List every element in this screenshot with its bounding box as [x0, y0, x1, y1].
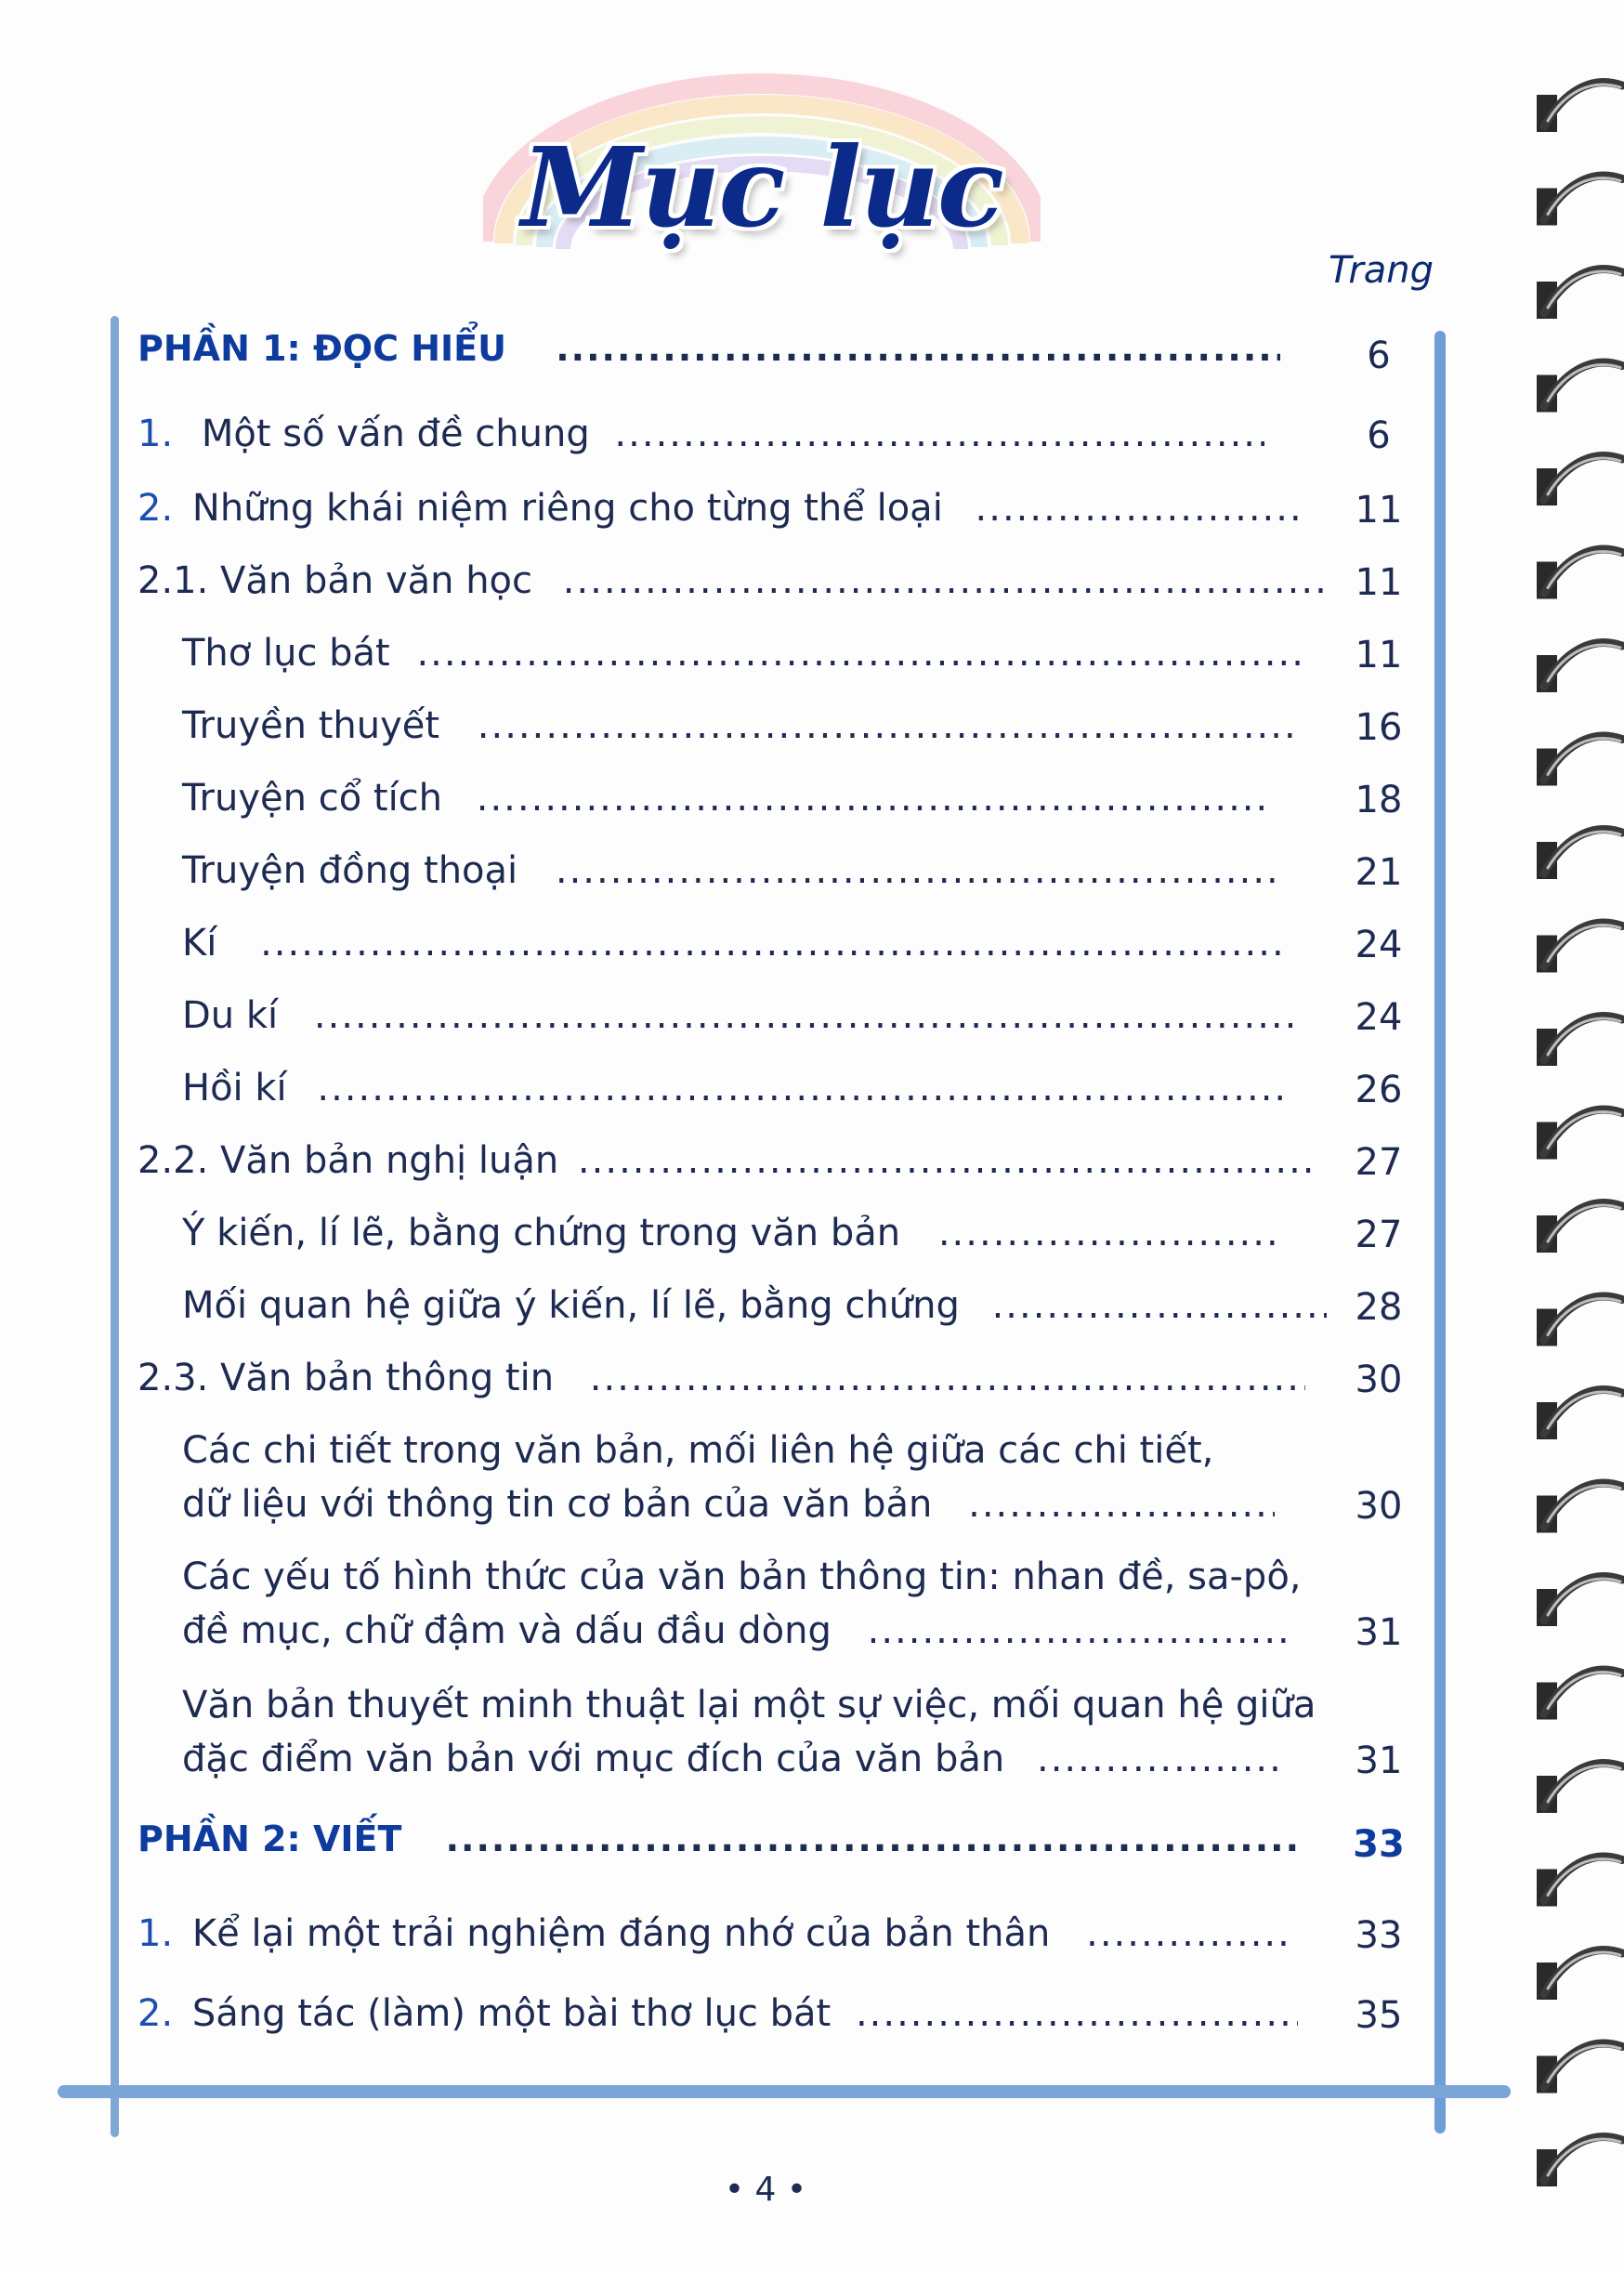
spiral-ring — [1537, 1109, 1622, 1159]
toc-entry[interactable] — [182, 1206, 1275, 1260]
spiral-ring — [1537, 643, 1622, 692]
toc-entry-line1: Văn bản thuyết minh thuật lại một sự việc, mối quan hệ giữa — [182, 1684, 1316, 1726]
leader-dots — [590, 1351, 1305, 1405]
page-title: Mục lục — [521, 123, 1002, 252]
toc-entry[interactable] — [182, 771, 1268, 825]
toc-page-number: 35 — [1355, 1994, 1403, 2037]
spiral-ring — [1537, 2137, 1622, 2186]
toc-page-number: 6 — [1367, 414, 1391, 457]
toc-label: đề mục, chữ đậm và dấu đầu dòng — [182, 1609, 832, 1652]
leader-dots — [968, 1477, 1275, 1531]
toc-label: Kí — [182, 922, 217, 965]
leader-dots — [614, 407, 1264, 461]
toc-page-number: 21 — [1355, 851, 1403, 894]
leader-dots — [314, 989, 1293, 1043]
toc-page-number: 26 — [1355, 1069, 1403, 1111]
spiral-ring — [1537, 1670, 1622, 1719]
spiral-ring — [1537, 2043, 1622, 2093]
leader-dots — [556, 844, 1277, 898]
toc-label: Truyện đồng thoại — [182, 849, 518, 892]
page-column-label: Trang — [1329, 249, 1434, 292]
toc-entry[interactable] — [182, 1604, 1286, 1658]
toc-entry-number: 2. — [138, 487, 174, 530]
toc-label: PHẦN 1: ĐỌC HIỂU — [138, 328, 506, 369]
spiral-ring — [1537, 736, 1622, 785]
toc-entry[interactable] — [182, 1061, 1287, 1115]
toc-entry[interactable] — [138, 1351, 1305, 1405]
spiral-ring — [1537, 269, 1622, 319]
right-border-bar — [1434, 331, 1446, 2133]
toc-entry[interactable] — [182, 1279, 1327, 1332]
toc-label: Truyện cổ tích — [182, 777, 443, 820]
toc-label: PHẦN 2: VIẾT — [138, 1818, 402, 1859]
toc-page-number: 28 — [1355, 1286, 1403, 1329]
toc-entry[interactable] — [138, 1987, 1298, 2041]
toc-page-number: 33 — [1353, 1823, 1405, 1866]
toc-entry-number: 1. — [138, 413, 174, 455]
toc-page-number: 11 — [1355, 561, 1403, 604]
toc-label: dữ liệu với thông tin cơ bản của văn bản — [182, 1483, 933, 1526]
leader-dots — [416, 626, 1301, 680]
toc-entry[interactable] — [182, 989, 1293, 1043]
toc-label: 2.2. Văn bản nghị luận — [138, 1139, 559, 1182]
toc-entry[interactable] — [138, 407, 1264, 461]
toc-page-number: 31 — [1355, 1611, 1403, 1654]
toc-label: Du kí — [182, 994, 279, 1037]
leader-dots — [260, 916, 1288, 970]
toc-entry[interactable] — [182, 626, 1301, 680]
spiral-ring — [1537, 1017, 1622, 1066]
leader-dots — [1086, 1907, 1292, 1961]
toc-section-heading[interactable] — [138, 322, 1280, 375]
spiral-ring — [1537, 362, 1622, 412]
toc-page-number: 11 — [1355, 489, 1403, 532]
toc-entry[interactable] — [182, 1477, 1275, 1531]
toc-entry-number: 2. — [138, 1992, 174, 2035]
toc-section-heading[interactable] — [138, 1812, 1301, 1866]
toc-entry[interactable] — [138, 1907, 1292, 1961]
spiral-ring — [1537, 1483, 1622, 1532]
spiral-ring — [1537, 456, 1622, 505]
toc-page-number: 16 — [1355, 706, 1403, 749]
toc-entry[interactable] — [182, 1732, 1286, 1786]
toc-label: Kể lại một trải nghiệm đáng nhớ của bản thân — [191, 1912, 1051, 1955]
leader-dots — [317, 1061, 1287, 1115]
toc-entry[interactable] — [182, 699, 1293, 753]
spiral-binding-graphic — [1535, 0, 1624, 2271]
spiral-ring — [1537, 1764, 1622, 1813]
toc-label: 2.3. Văn bản thông tin — [138, 1357, 555, 1399]
toc-page-number: 27 — [1355, 1214, 1403, 1256]
leader-dots — [856, 1987, 1298, 2041]
left-border-bar — [111, 316, 119, 2137]
toc-entry-line1: Các yếu tố hình thức của văn bản thông tin: nhan đề, sa-pô, — [182, 1556, 1302, 1598]
toc-label: Những khái niệm riêng cho từng thể loại — [191, 487, 943, 530]
toc-label: đặc điểm văn bản với mục đích của văn bản — [182, 1738, 1005, 1780]
toc-page-number: 24 — [1355, 996, 1403, 1039]
leader-dots — [556, 322, 1280, 375]
spiral-ring — [1537, 1296, 1622, 1346]
toc-label: Sáng tác (làm) một bài thơ lục bát — [191, 1992, 832, 2035]
toc-page-number: 30 — [1355, 1485, 1403, 1528]
spiral-ring — [1537, 83, 1622, 132]
leader-dots — [976, 481, 1306, 535]
spiral-ring — [1537, 1390, 1622, 1439]
bottom-border-bar — [58, 2085, 1511, 2098]
toc-page-number: 11 — [1355, 634, 1403, 676]
toc-label: Truyền thuyết — [182, 704, 440, 747]
spiral-ring — [1537, 1857, 1622, 1906]
toc-label: Ý kiến, lí lẽ, bằng chứng trong văn bản — [182, 1212, 901, 1254]
spiral-ring — [1537, 1203, 1622, 1253]
toc-entry[interactable] — [138, 481, 1306, 535]
toc-entry-number: 1. — [138, 1912, 174, 1955]
toc-label: 2.1. Văn bản văn học — [138, 559, 533, 602]
spiral-ring — [1537, 923, 1622, 972]
toc-page-number: 33 — [1355, 1914, 1403, 1957]
leader-dots — [478, 699, 1293, 753]
toc-page-number: 24 — [1355, 924, 1403, 966]
title-block — [483, 65, 1041, 269]
leader-dots — [868, 1604, 1286, 1658]
leader-dots — [938, 1206, 1275, 1260]
toc-label: Một số vấn đề chung — [201, 413, 590, 455]
spiral-ring — [1537, 830, 1622, 879]
toc-label: Hồi kí — [182, 1067, 287, 1109]
leader-dots — [992, 1279, 1327, 1332]
toc-page-number: 30 — [1355, 1359, 1403, 1401]
toc-page-number: 6 — [1367, 335, 1391, 377]
leader-dots — [1037, 1732, 1286, 1786]
toc-entry[interactable] — [138, 1134, 1314, 1188]
toc-page-number: 31 — [1355, 1739, 1403, 1782]
toc-entry[interactable] — [138, 554, 1327, 608]
leader-dots — [446, 1812, 1301, 1866]
toc-entry-line1: Các chi tiết trong văn bản, mối liên hệ giữa các chi tiết, — [182, 1429, 1214, 1472]
leader-dots — [578, 1134, 1314, 1188]
spiral-ring — [1537, 1577, 1622, 1626]
toc-label: Thơ lục bát — [182, 632, 390, 675]
toc-page-number: 27 — [1355, 1141, 1403, 1184]
spiral-ring — [1537, 1950, 1622, 2000]
toc-label: Mối quan hệ giữa ý kiến, lí lẽ, bằng chứng — [182, 1284, 960, 1327]
page-footer-number: • 4 • — [724, 2171, 807, 2209]
spiral-ring — [1537, 549, 1622, 598]
toc-entry[interactable] — [182, 916, 1288, 970]
spiral-ring — [1537, 176, 1622, 225]
leader-dots — [477, 771, 1268, 825]
toc-entry[interactable] — [182, 844, 1277, 898]
leader-dots — [563, 554, 1327, 608]
toc-page-number: 18 — [1355, 779, 1403, 821]
